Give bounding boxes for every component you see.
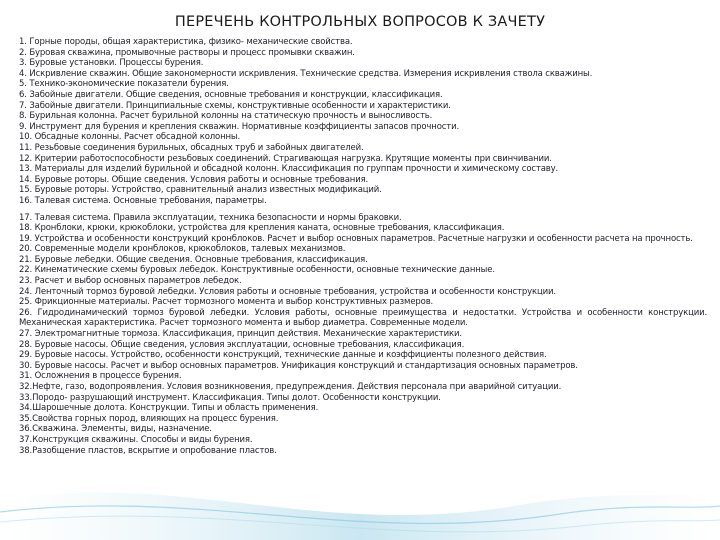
list-item: 20. Современные модели кронблоков, крюкоблоков, талевых механизмов.	[19, 244, 346, 255]
list-item: 21. Буровые лебедки. Общие сведения. Основные требования, классификация.	[19, 254, 368, 265]
list-item: 17. Талевая система. Правила эксплуатации, техника безопасности и нормы браковки.	[19, 212, 402, 223]
list-item: 6. Забойные двигатели. Общие сведения, основные требования и конструкции, классификация.	[19, 89, 443, 100]
list-item: 18. Кронблоки, крюки, крюкоблоки, устройства для крепления каната, основные требования, классификация.	[19, 223, 505, 234]
list-item: 7. Забойные двигатели. Принципиальные схемы, конструктивные особенности и характеристики.	[19, 100, 451, 111]
list-item: 9. Инструмент для бурения и крепления скважин. Нормативные коэффициенты запасов прочности.	[19, 121, 459, 132]
list-item: 1. Горные породы, общая характеристика, физико- механические свойства.	[19, 37, 353, 47]
list-item: 19. Устройства и особенности конструкций кронблоков. Расчет и выбор основных параметров. Расчетные нагрузки и особенности расчета на прочность.	[19, 233, 693, 244]
list-item: 25. Фрикционные материалы. Расчет тормозного момента и выбор конструктивных размеров.	[19, 297, 434, 308]
list-item: 26. Гидродинамический тормоз буровой лебедки. Условия работы, основные преимущества и недостатки. Устройства и особенности конструкции. Механическая характеристика. Расчет тормозного момента и выбор диаметра. Современные модели.	[19, 307, 707, 329]
list-item: 29. Буровые насосы. Устройство, особенности конструкций, технические данные и коэффициенты полезного действия.	[19, 350, 547, 361]
list-item: 30. Буровые насосы. Расчет и выбор основных параметров. Унификация конструкций и стандартизация основных параметров.	[19, 360, 578, 371]
page-title: ПЕРЕЧЕНЬ КОНТРОЛЬНЫХ ВОПРОСОВ К ЗАЧЕТУ	[174, 14, 546, 30]
list-item: 5. Технико-экономические показатели бурения.	[19, 79, 229, 90]
list-item: 34.Шарошечные долота. Конструкции. Типы и область применения.	[19, 403, 319, 414]
list-item: 4. Искривление скважин. Общие закономерности искривления. Технические средства. Измерения искривления ствола скважины.	[19, 68, 593, 79]
list-item: 24. Ленточный тормоз буровой лебедки. Условия работы и основные требования, устройства и особенности конструкции.	[19, 286, 556, 297]
list-item: 33.Породо- разрушающий инструмент. Классификация. Типы долот. Особенности конструкции.	[19, 392, 441, 403]
list-item: 38.Разобщение пластов, вскрытие и опробование пластов.	[19, 445, 277, 456]
list-item: 16. Талевая система. Основные требования, параметры.	[19, 195, 267, 206]
list-item: 8. Бурильная колонна. Расчет бурильной колонны на статическую прочность и выносливость.	[19, 111, 433, 122]
list-item: 3. Буровые установки. Процессы бурения.	[19, 58, 204, 69]
list-item: 23. Расчет и выбор основных параметров лебедок.	[19, 276, 242, 287]
list-item: 37.Конструкция скважины. Способы и виды бурения.	[19, 434, 253, 445]
list-item: 10. Обсадные колонны. Расчет обсадной колонны.	[19, 132, 241, 143]
list-item: 14. Буровые роторы. Общие сведения. Условия работы и основные требования.	[19, 174, 369, 185]
list-item: 35.Свойства горных пород, влияющих на процесс бурения.	[19, 413, 279, 424]
list-item: 31. Осложнения в процессе бурения.	[19, 371, 182, 382]
list-item: 11. Резьбовые соединения бурильных, обсадных труб и забойных двигателей.	[19, 142, 364, 153]
list-item: 32.Нефте, газо, водопроявления. Условия возникновения, предупреждения. Действия персонала при аварийной ситуации.	[19, 382, 562, 392]
list-item: 15. Буровые роторы. Устройство, сравнительный анализ известных модификаций.	[19, 185, 382, 196]
list-item: 12. Критерии работоспособности резьбовых соединений. Страгивающая нагрузка. Крутящие моменты при свинчивании.	[19, 153, 552, 164]
list-item: 27. Электромагнитные тормоза. Классификация, принцип действия. Механические характеристики.	[19, 329, 462, 340]
list-item: 13. Материалы для изделий бурильной и обсадной колонн. Классификация по группам прочности и химическому составу.	[19, 164, 559, 175]
list-item: 22. Кинематические схемы буровых лебедок. Конструктивные особенности, основные технические данные.	[19, 265, 495, 276]
list-item: 36.Скважина. Элементы, виды, назначение.	[19, 424, 212, 435]
list-item: 28. Буровые насосы. Общие сведения, условия эксплуатации, основные требования, классификация.	[19, 339, 465, 350]
list-item: 2. Буровая скважина, промывочные растворы и процесс промывки скважин.	[19, 47, 355, 58]
question-list	[19, 37, 707, 456]
